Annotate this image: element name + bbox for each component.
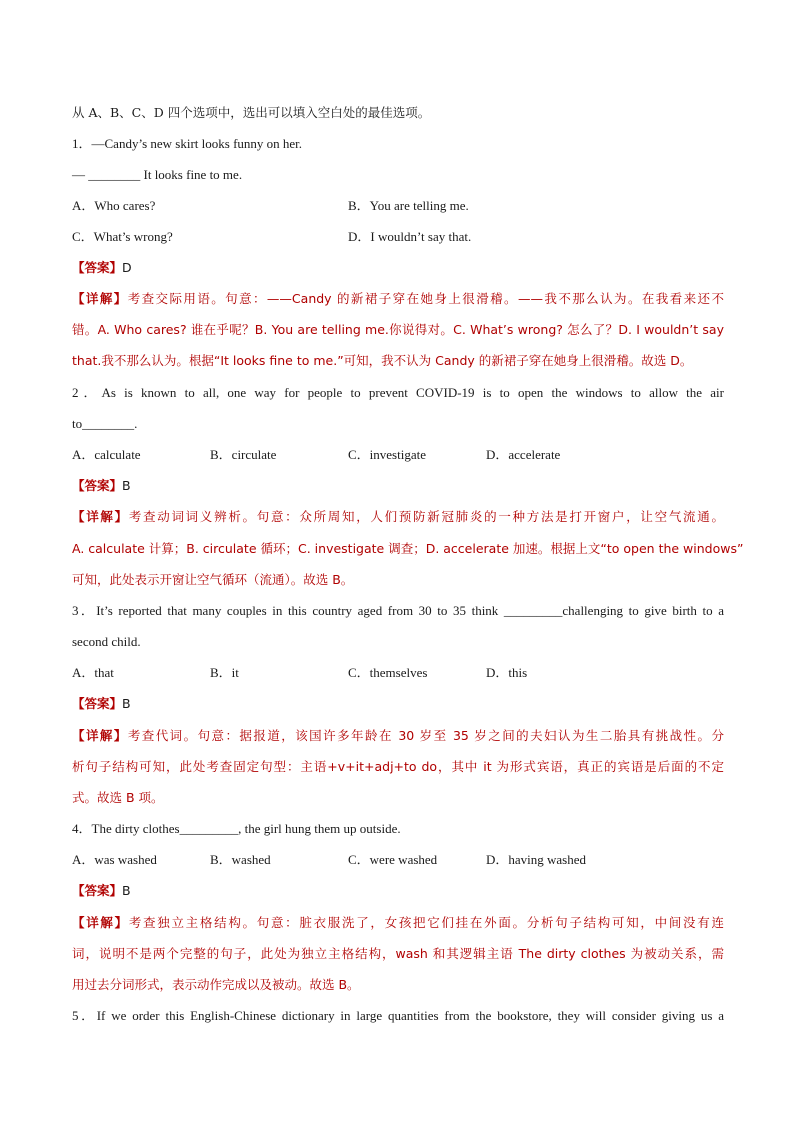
option-d: D．accelerate: [486, 447, 561, 462]
option-d: D．having washed: [486, 852, 587, 867]
question-3-stem-line-2: second child.: [72, 634, 141, 649]
question-2-detail-line-2: A. calculate 计算；B. circulate 循环；C. investigate 调查；D. accelerate 加速。根据上文“to open the windows”: [72, 541, 744, 556]
question-3-detail-line-1: 【详解】考查代词。句意：据报道，该国许多年龄在 30 岁至 35 岁之间的夫妇认为生二胎具有挑战性。分: [72, 728, 724, 743]
question-2-detail-line-1: 【详解】考查动词词义辨析。句意：众所周知，人们预防新冠肺炎的一种方法是打开窗户，让空气流通。: [72, 509, 724, 524]
question-1-detail-line-3: that.我不那么认为。根据“It looks fine to me.”可知，我不认为 Candy 的新裙子穿在她身上很滑稽。故选 D。: [72, 353, 693, 368]
option-a: A．that: [72, 665, 114, 680]
question-4-detail-line-2: 词，说明不是两个完整的句子，此处为独立主格结构，wash 和其逻辑主语 The dirty clothes 为被动关系，需: [72, 946, 724, 961]
question-3-answer: 【答案】B: [72, 696, 131, 711]
question-4-stem-line-1: 4．The dirty clothes_________, the girl hung them up outside.: [72, 821, 401, 836]
option-c: C．What’s wrong?: [72, 229, 173, 244]
option-d: D．I wouldn’t say that.: [348, 229, 472, 244]
detail-tag: 【详解】: [72, 291, 128, 306]
question-1-stem-line-1: 1．—Candy’s new skirt looks funny on her.: [72, 136, 303, 151]
question-2-stem-line-2: to________.: [72, 416, 138, 431]
question-1-detail-line-1: 【详解】考查交际用语。句意：——Candy 的新裙子穿在她身上很滑稽。——我不那么认为。在我看来还不: [72, 291, 724, 306]
question-3-detail-line-3: 式。故选 B 项。: [72, 790, 164, 805]
answer-tag: 【答案】: [72, 260, 123, 275]
question-2-detail-line-3: 可知，此处表示开窗让空气循环（流通）。故选 B。: [72, 572, 354, 587]
option-d: D．this: [486, 665, 528, 680]
option-b: B．You are telling me.: [348, 198, 469, 213]
question-5-stem-line-1: 5．If we order this English-Chinese dictionary in large quantities from the bookstore, they will consider giving us a: [72, 1008, 724, 1023]
option-b: B．it: [210, 665, 239, 680]
option-c: C．investigate: [348, 447, 426, 462]
question-1-stem-line-2: — ________ It looks fine to me.: [72, 167, 243, 182]
question-4-answer: 【答案】B: [72, 883, 131, 898]
option-b: B．washed: [210, 852, 271, 867]
option-a: A．calculate: [72, 447, 141, 462]
question-4-detail-line-3: 用过去分词形式，表示动作完成以及被动。故选 B。: [72, 977, 360, 992]
question-1-answer: 【答案】D: [72, 260, 132, 275]
question-4-detail-line-1: 【详解】考查独立主格结构。句意：脏衣服洗了，女孩把它们挂在外面。分析句子结构可知，中间没有连: [72, 915, 724, 930]
option-c: C．themselves: [348, 665, 428, 680]
question-3-detail-line-2: 析句子结构可知，此处考查固定句型：主语+v+it+adj+to do，其中 it 为形式宾语，真正的宾语是后面的不定: [72, 759, 724, 774]
question-3-stem-line-1: 3．It’s reported that many couples in this country aged from 30 to 35 think _________challenging to give birth to a: [72, 603, 724, 618]
instruction: 从 A、B、C、D 四个选项中，选出可以填入空白处的最佳选项。: [72, 105, 431, 120]
question-2-answer: 【答案】B: [72, 478, 131, 493]
option-c: C．were washed: [348, 852, 438, 867]
question-2-stem-line-1: 2．As is known to all, one way for people to prevent COVID-19 is to open the windows to allow the air: [72, 385, 724, 400]
option-a: A．was washed: [72, 852, 157, 867]
question-1-detail-line-2: 错。A. Who cares? 谁在乎呢？B. You are telling me.你说得对。C. What’s wrong? 怎么了？D. I wouldn’t say: [72, 322, 724, 337]
option-a: A．Who cares?: [72, 198, 156, 213]
option-b: B．circulate: [210, 447, 277, 462]
